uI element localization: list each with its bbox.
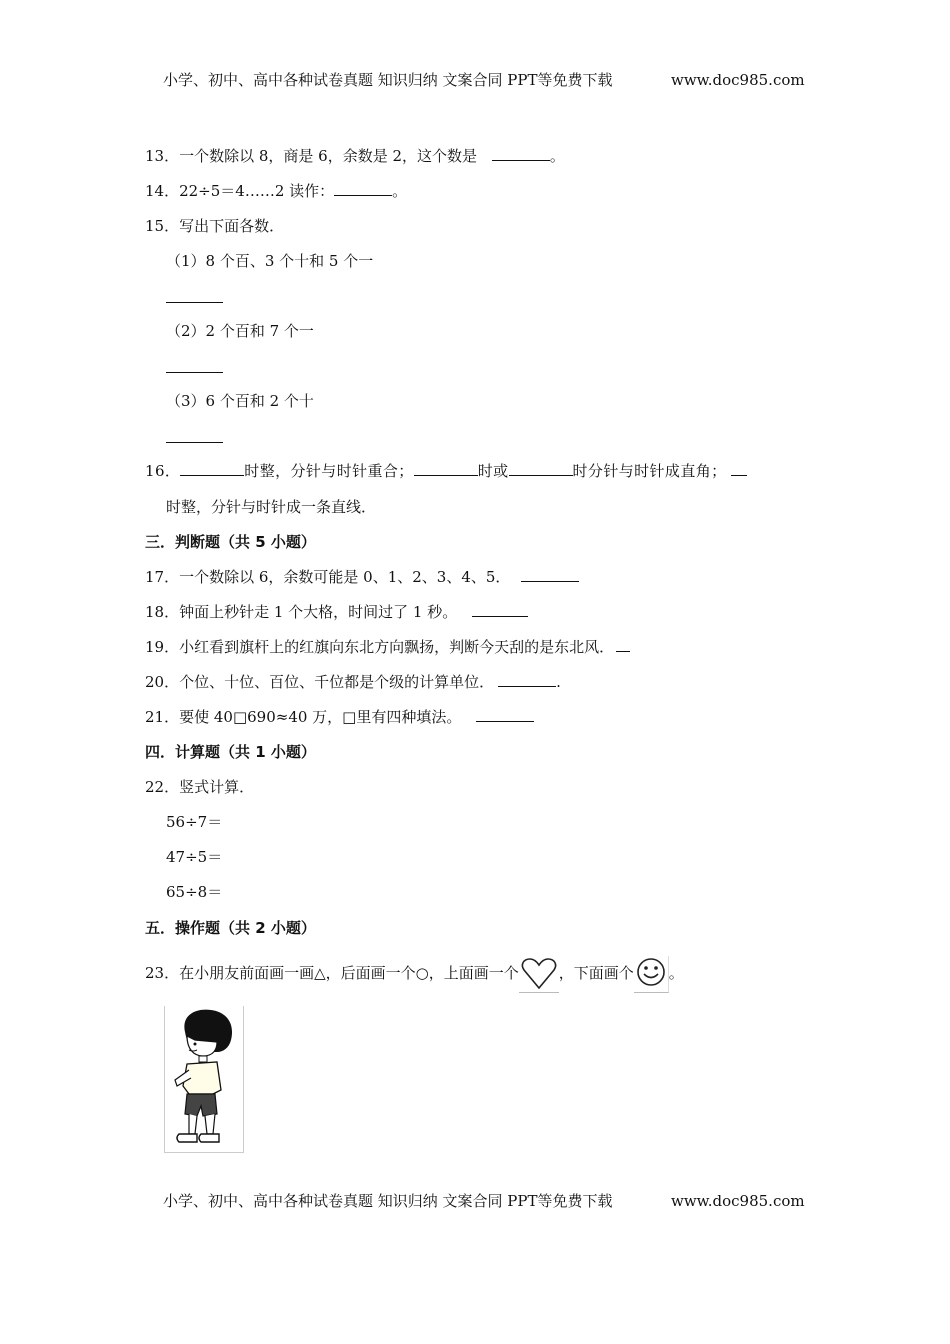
question-16-p3: 时分针与时针成直角； <box>572 462 727 480</box>
question-20-text: 20．个位、十位、百位、千位都是个级的计算单位． <box>145 673 495 691</box>
question-21-text: 21．要使 40□690≈40 万，□里有四种填法。 <box>145 708 462 726</box>
calc-expression-2: 47÷5＝ <box>166 848 223 866</box>
question-23-text-1: 23．在小朋友前面画一画△，后面画一个○，上面画一个 <box>145 964 519 982</box>
answer-line-15-3[interactable] <box>166 442 223 443</box>
page-footer-left: 小学、初中、高中各种试卷真题 知识归纳 文案合同 PPT等免费下载 <box>163 1192 613 1210</box>
answer-blank-21[interactable] <box>476 707 534 722</box>
answer-blank-16-d[interactable] <box>731 461 747 476</box>
page-header-left: 小学、初中、高中各种试卷真题 知识归纳 文案合同 PPT等免费下载 <box>163 71 613 89</box>
question-14-end: 。 <box>392 182 408 200</box>
question-15-sub-1: （1）8 个百、3 个十和 5 个一 <box>166 252 374 270</box>
question-16 <box>145 461 747 481</box>
question-16-num: 16． <box>145 462 181 480</box>
section-4-heading: 四．计算题（共 1 小题） <box>145 743 316 761</box>
section-5-heading: 五．操作题（共 2 小题） <box>145 919 316 937</box>
answer-blank-20[interactable] <box>498 672 556 687</box>
answer-blank-16-c[interactable] <box>509 461 573 476</box>
answer-line-15-2[interactable] <box>166 372 223 373</box>
page-header-right: www.doc985.com <box>671 71 805 89</box>
question-14-text: 14．22÷5＝4……2 读作： <box>145 182 335 200</box>
question-15: 15．写出下面各数． <box>145 217 285 235</box>
question-16-p2: 时或 <box>477 462 509 480</box>
page-footer-right: www.doc985.com <box>671 1192 805 1210</box>
question-22: 22．竖式计算． <box>145 778 255 796</box>
heart-icon <box>519 956 559 993</box>
child-illustration <box>164 1006 244 1153</box>
question-15-sub-3: （3）6 个百和 2 个十 <box>166 392 314 410</box>
question-16-line-2: 时整，分针与时针成一条直线． <box>166 498 377 516</box>
smiley-icon <box>634 956 669 993</box>
question-23 <box>145 955 684 993</box>
question-13 <box>145 146 565 166</box>
question-13-end: 。 <box>549 147 565 165</box>
question-18-text: 18．钟面上秒针走 1 个大格，时间过了 1 秒。 <box>145 603 458 621</box>
answer-blank-18[interactable] <box>472 602 528 617</box>
question-13-text: 13．一个数除以 8，商是 6，余数是 2，这个数是 <box>145 147 478 165</box>
answer-blank-13[interactable] <box>492 146 550 161</box>
question-17-text: 17．一个数除以 6，余数可能是 0、1、2、3、4、5． <box>145 568 511 586</box>
question-19 <box>145 637 630 657</box>
question-23-text-2: ，下面画个 <box>558 964 634 982</box>
question-18 <box>145 602 528 622</box>
answer-blank-17[interactable] <box>521 567 579 582</box>
calc-expression-3: 65÷8＝ <box>166 883 223 901</box>
calc-expression-1: 56÷7＝ <box>166 813 223 831</box>
answer-blank-19[interactable] <box>616 637 630 652</box>
answer-blank-16-a[interactable] <box>180 461 244 476</box>
answer-blank-14[interactable] <box>334 181 392 196</box>
question-17 <box>145 567 579 587</box>
question-16-p1: 时整，分针与时针重合； <box>244 462 414 480</box>
question-20 <box>145 672 561 692</box>
question-14 <box>145 181 407 201</box>
question-19-text: 19．小红看到旗杆上的红旗向东北方向飘扬，判断今天刮的是东北风． <box>145 638 615 656</box>
question-20-end: . <box>556 673 561 691</box>
answer-line-15-1[interactable] <box>166 302 223 303</box>
section-3-heading: 三．判断题（共 5 小题） <box>145 533 316 551</box>
question-23-text-3: 。 <box>668 964 684 982</box>
question-21 <box>145 707 534 727</box>
question-15-sub-2: （2）2 个百和 7 个一 <box>166 322 314 340</box>
answer-blank-16-b[interactable] <box>414 461 478 476</box>
